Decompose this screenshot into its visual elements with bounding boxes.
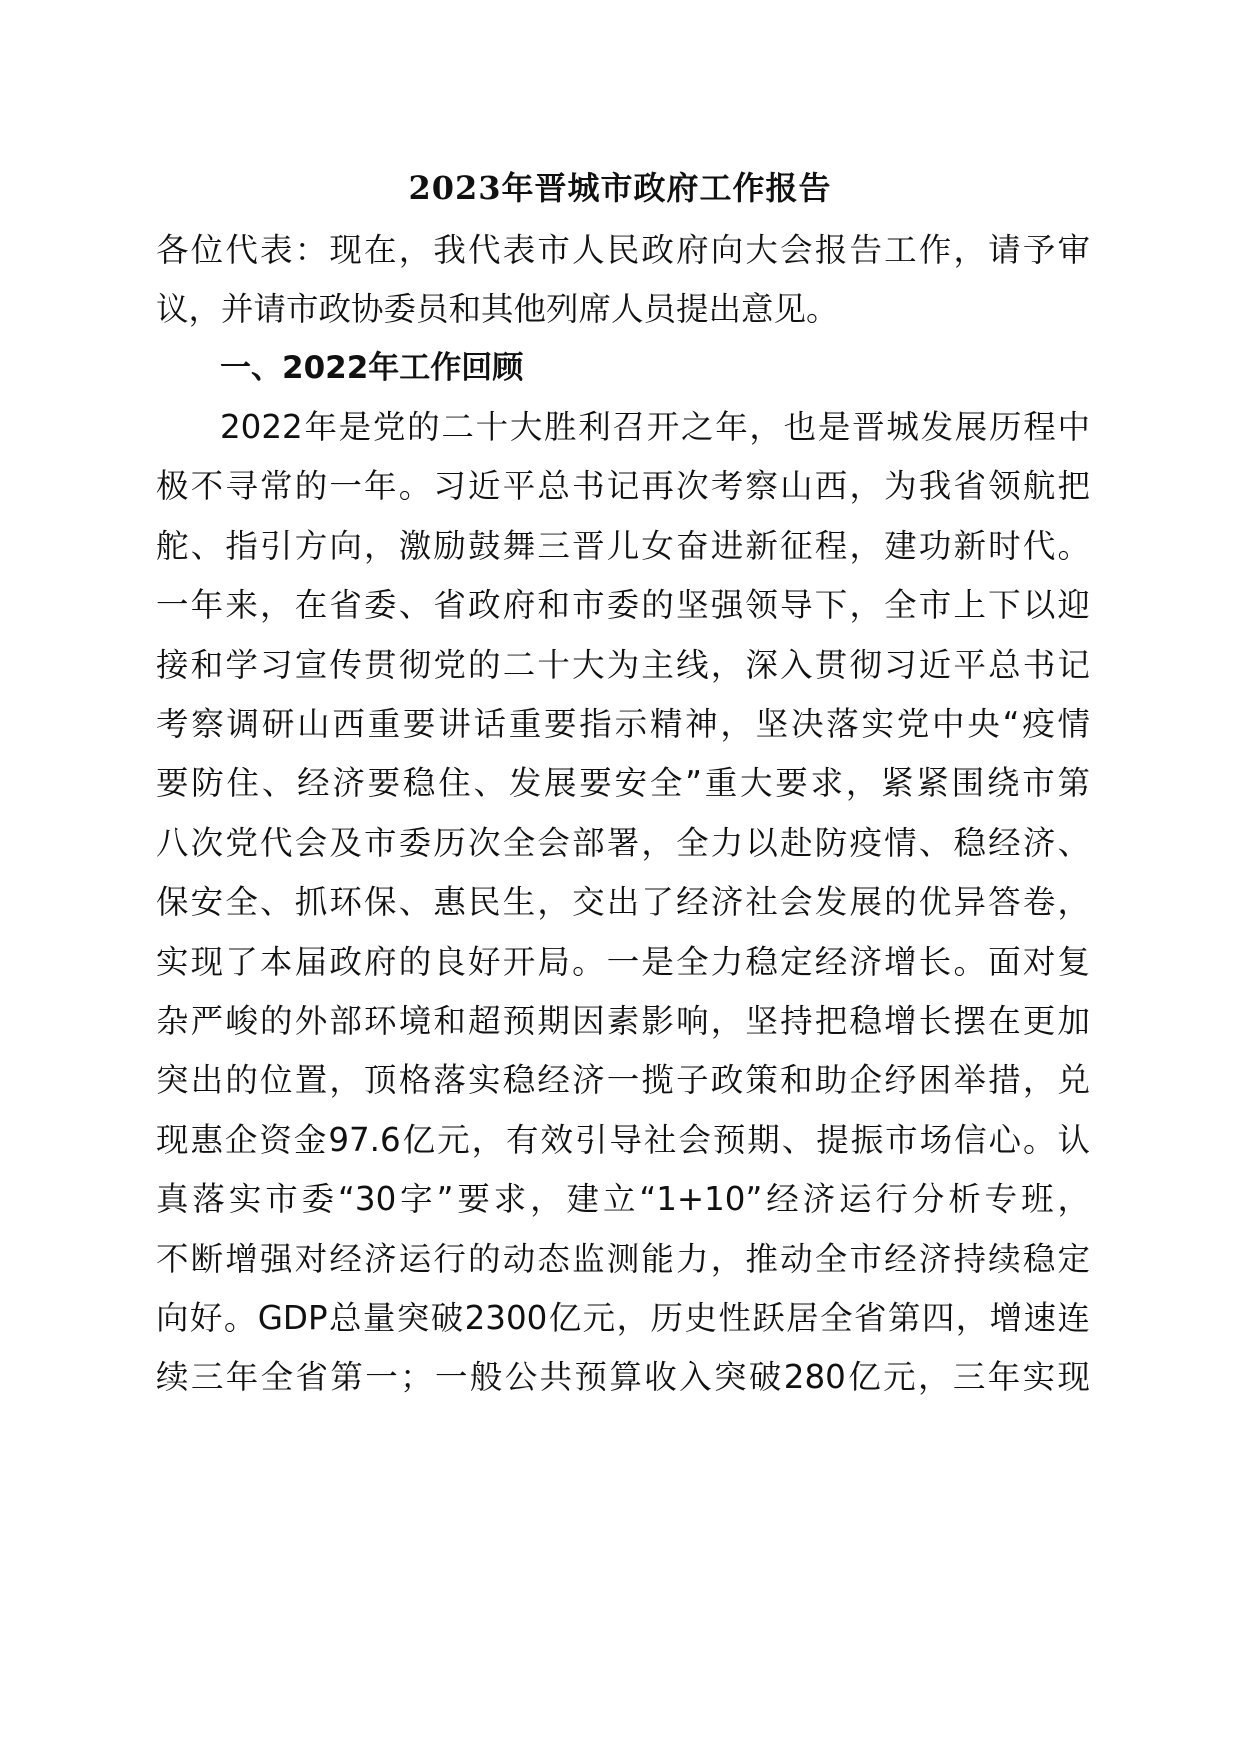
paragraph-line: 续三年全省第一；一般公共预算收入突破280亿元，三年实现 <box>156 1358 1090 1396</box>
section-heading: 一、2022年工作回顾 <box>220 350 524 386</box>
intro-line: 各位代表：现在，我代表市人民政府向大会报告工作，请予审 <box>156 231 1090 269</box>
paragraph-line: 突出的位置，顶格落实稳经济一揽子政策和助企纾困举措，兑 <box>156 1061 1090 1099</box>
paragraph-line: 现惠企资金97.6亿元，有效引导社会预期、提振市场信心。认 <box>156 1121 1090 1159</box>
paragraph-line: 向好。GDP总量突破2300亿元，历史性跃居全省第四，增速连 <box>156 1299 1090 1337</box>
paragraph-line: 不断增强对经济运行的动态监测能力，推动全市经济持续稳定 <box>156 1240 1090 1278</box>
paragraph-line: 要防住、经济要稳住、发展要安全”重大要求，紧紧围绕市第 <box>156 764 1090 802</box>
paragraph-line: 舵、指引方向，激励鼓舞三晋儿女奋进新征程，建功新时代。 <box>156 527 1090 565</box>
intro-line: 议，并请市政协委员和其他列席人员提出意见。 <box>156 290 839 328</box>
paragraph-line: 真落实市委“30字”要求，建立“1+10”经济运行分析专班， <box>156 1180 1090 1218</box>
paragraph-line: 保安全、抓环保、惠民生，交出了经济社会发展的优异答卷， <box>156 883 1090 921</box>
paragraph-line: 2022年是党的二十大胜利召开之年，也是晋城发展历程中 <box>220 408 1090 446</box>
document-title: 2023年晋城市政府工作报告 <box>408 169 832 207</box>
paragraph-line: 极不寻常的一年。习近平总书记再次考察山西，为我省领航把 <box>156 467 1090 505</box>
paragraph-line: 杂严峻的外部环境和超预期因素影响，坚持把稳增长摆在更加 <box>156 1002 1090 1040</box>
paragraph-line: 八次党代会及市委历次全会部署，全力以赴防疫情、稳经济、 <box>156 824 1090 862</box>
paragraph-line: 实现了本届政府的良好开局。一是全力稳定经济增长。面对复 <box>156 943 1090 981</box>
paragraph-line: 接和学习宣传贯彻党的二十大为主线，深入贯彻习近平总书记 <box>156 646 1090 684</box>
paragraph-line: 一年来，在省委、省政府和市委的坚强领导下，全市上下以迎 <box>156 586 1090 624</box>
paragraph-line: 考察调研山西重要讲话重要指示精神，坚决落实党中央“疫情 <box>156 705 1090 743</box>
